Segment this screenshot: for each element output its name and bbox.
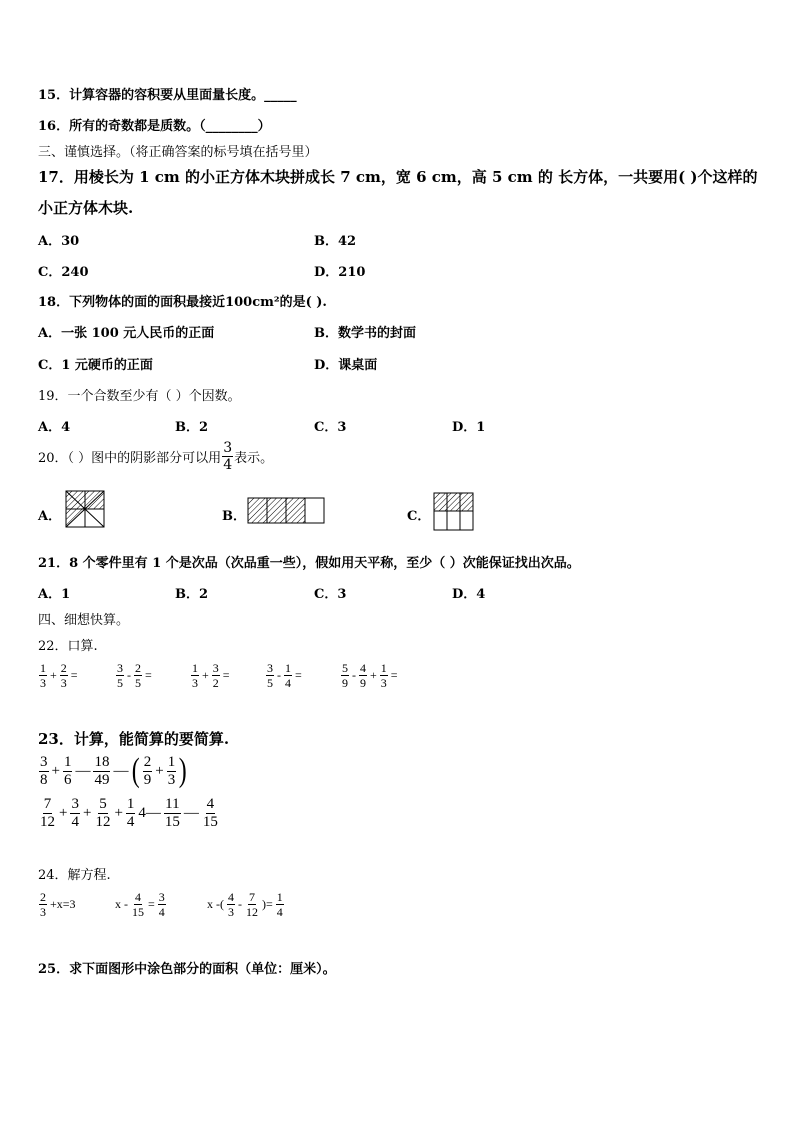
q20-frac-den: 4 bbox=[223, 457, 233, 473]
fraction bbox=[116, 662, 124, 689]
q24-equation-3 bbox=[205, 891, 285, 918]
denominator: 3 bbox=[167, 771, 176, 788]
denominator: 5 bbox=[135, 676, 141, 690]
question-20 bbox=[38, 441, 273, 472]
q20-option-b: B． bbox=[222, 509, 246, 524]
q20-text-post: 表示。 bbox=[234, 451, 274, 466]
q20-frac-num: 3 bbox=[223, 440, 233, 456]
operator: - bbox=[238, 897, 242, 911]
numerator: 4 bbox=[135, 890, 141, 904]
q23-expression-2 bbox=[38, 797, 220, 830]
question-21: 21．8 个零件里有 1 个是次品（次品重一些），假如用天平称，至少（ ）次能保证找出次品。 bbox=[38, 556, 580, 571]
fraction bbox=[202, 797, 219, 830]
q17-option-d: D．210 bbox=[314, 265, 366, 280]
denominator: 5 bbox=[267, 676, 273, 690]
fraction bbox=[94, 797, 111, 830]
fraction bbox=[380, 662, 388, 689]
operator: = bbox=[222, 668, 230, 682]
q22-item-1 bbox=[38, 662, 80, 689]
denominator: 3 bbox=[380, 676, 387, 690]
operator: )= bbox=[262, 897, 273, 911]
numerator: 1 bbox=[40, 661, 46, 675]
numerator: 3 bbox=[212, 661, 219, 675]
fraction bbox=[276, 891, 284, 918]
fraction bbox=[266, 662, 274, 689]
operator: = bbox=[390, 668, 398, 682]
fraction bbox=[158, 891, 166, 918]
q20-figure-b bbox=[248, 498, 326, 524]
fraction bbox=[39, 797, 56, 830]
operator: - bbox=[277, 668, 281, 682]
denominator: 12 bbox=[95, 814, 111, 830]
fraction bbox=[227, 891, 235, 918]
numerator: 11 bbox=[165, 796, 180, 812]
denominator: 5 bbox=[117, 676, 123, 690]
denominator: 9 bbox=[360, 676, 366, 690]
q23-expression-1 bbox=[38, 754, 189, 788]
denominator: 49 bbox=[94, 771, 110, 788]
question-17-line2: 小正方体木块. bbox=[38, 199, 134, 217]
numerator: 2 bbox=[135, 661, 141, 675]
operator: + bbox=[82, 805, 92, 821]
q20-figure-c bbox=[434, 493, 474, 531]
q22-item-3 bbox=[190, 662, 232, 689]
q21-option-b: B．2 bbox=[175, 587, 209, 602]
denominator: 8 bbox=[40, 771, 48, 788]
question-15: 15．计算容器的容积要从里面量长度。_____ bbox=[38, 88, 297, 103]
denominator: 3 bbox=[192, 676, 198, 690]
fraction bbox=[143, 755, 153, 788]
denominator: 12 bbox=[40, 814, 55, 830]
numerator: 1 bbox=[380, 661, 387, 675]
q20-option-c: C． bbox=[407, 509, 431, 524]
question-24: 24．解方程. bbox=[38, 868, 111, 883]
denominator: 4 bbox=[71, 814, 79, 830]
paren: ( bbox=[132, 752, 141, 789]
q20-fraction bbox=[222, 441, 233, 472]
q17-option-c: C．240 bbox=[38, 265, 89, 280]
fraction bbox=[63, 755, 73, 788]
numerator: 3 bbox=[117, 661, 123, 675]
fraction bbox=[359, 662, 367, 689]
operator: - bbox=[127, 668, 131, 682]
denominator: 9 bbox=[143, 771, 152, 788]
question-17-line1: 17．用棱长为 1 cm 的小正方体木块拼成长 7 cm，宽 6 cm，高 5 cm 的 长方体，一共要用( )个这样的 bbox=[38, 168, 758, 186]
operator: + bbox=[202, 668, 209, 682]
fraction bbox=[134, 662, 142, 689]
numerator: 3 bbox=[158, 890, 165, 904]
denominator: 4 bbox=[158, 905, 165, 919]
numerator: 3 bbox=[71, 796, 79, 812]
paren: ) bbox=[178, 752, 187, 789]
q20-figure-a bbox=[66, 491, 106, 528]
denominator: 3 bbox=[60, 676, 67, 690]
operator: +x=3 bbox=[50, 897, 76, 911]
numerator: 3 bbox=[267, 661, 273, 675]
denominator: 4 bbox=[126, 814, 135, 830]
fraction bbox=[131, 891, 145, 918]
q19-option-d: D．1 bbox=[452, 420, 486, 435]
fraction bbox=[164, 797, 181, 830]
numerator: 1 bbox=[192, 661, 198, 675]
question-18: 18．下列物体的面的面积最接近100cm²的是( ). bbox=[38, 295, 327, 310]
operator: x - bbox=[115, 897, 128, 911]
numerator: 1 bbox=[126, 796, 135, 812]
q21-option-c: C．3 bbox=[314, 587, 347, 602]
operator: - bbox=[352, 668, 356, 682]
numerator: 7 bbox=[249, 890, 255, 904]
numerator: 2 bbox=[60, 661, 67, 675]
q19-option-b: B．2 bbox=[175, 420, 209, 435]
numerator: 3 bbox=[40, 753, 48, 770]
operator: 4— bbox=[138, 805, 161, 821]
fraction bbox=[70, 797, 80, 830]
q20-option-a: A． bbox=[38, 509, 62, 524]
fraction bbox=[39, 662, 47, 689]
operator: + bbox=[370, 668, 377, 682]
operator: + bbox=[50, 668, 57, 682]
denominator: 15 bbox=[164, 814, 180, 830]
question-22: 22．口算. bbox=[38, 639, 98, 654]
q21-option-a: A．1 bbox=[38, 587, 71, 602]
q17-option-b: B．42 bbox=[314, 234, 357, 249]
q24-equation-2 bbox=[113, 891, 167, 918]
fraction bbox=[191, 662, 199, 689]
operator: + bbox=[155, 762, 164, 779]
numerator: 2 bbox=[40, 890, 46, 904]
numerator: 1 bbox=[276, 890, 283, 904]
q22-item-5 bbox=[340, 662, 400, 689]
denominator: 9 bbox=[342, 676, 348, 690]
fraction bbox=[245, 891, 259, 918]
operator: — bbox=[113, 762, 129, 779]
numerator: 4 bbox=[360, 661, 366, 675]
fraction bbox=[39, 891, 47, 918]
denominator: 6 bbox=[63, 771, 72, 788]
numerator: 7 bbox=[43, 796, 52, 812]
q19-option-c: C．3 bbox=[314, 420, 347, 435]
question-19: 19．一个合数至少有（ ）个因数。 bbox=[38, 389, 241, 404]
fraction bbox=[39, 755, 49, 788]
fraction bbox=[167, 755, 177, 788]
numerator: 1 bbox=[285, 661, 291, 675]
denominator: 4 bbox=[276, 905, 283, 919]
fraction bbox=[212, 662, 220, 689]
numerator: 4 bbox=[206, 796, 215, 812]
q18-option-a: A．一张 100 元人民币的正面 bbox=[38, 326, 215, 341]
numerator: 1 bbox=[167, 753, 176, 770]
denominator: 3 bbox=[40, 905, 46, 919]
operator: = bbox=[70, 668, 78, 682]
numerator: 5 bbox=[99, 796, 107, 812]
denominator: 12 bbox=[246, 905, 258, 919]
operator: x -( bbox=[207, 897, 224, 911]
q22-item-4 bbox=[265, 662, 304, 689]
q22-item-2 bbox=[115, 662, 154, 689]
operator: + bbox=[59, 805, 68, 821]
denominator: 2 bbox=[212, 676, 219, 690]
operator: — bbox=[75, 762, 91, 779]
numerator: 1 bbox=[63, 753, 72, 770]
question-25: 25．求下面图形中涂色部分的面积（单位：厘米）。 bbox=[38, 962, 336, 977]
operator: — bbox=[183, 805, 199, 821]
operator: = bbox=[145, 668, 152, 682]
numerator: 4 bbox=[228, 890, 234, 904]
fraction bbox=[126, 797, 136, 830]
q24-equation-1 bbox=[38, 891, 78, 918]
section-4-heading: 四、细想快算。 bbox=[38, 613, 130, 628]
operator: + bbox=[114, 805, 123, 821]
q17-option-a: A．30 bbox=[38, 234, 80, 249]
numerator: 2 bbox=[143, 753, 152, 770]
question-16: 16．所有的奇数都是质数。（________） bbox=[38, 119, 271, 134]
section-3-heading: 三、谨慎选择。（将正确答案的标号填在括号里） bbox=[38, 145, 318, 160]
denominator: 15 bbox=[132, 905, 144, 919]
fraction bbox=[60, 662, 68, 689]
denominator: 15 bbox=[202, 814, 218, 830]
fraction bbox=[341, 662, 349, 689]
q21-option-d: D．4 bbox=[452, 587, 486, 602]
q18-option-b: B．数学书的封面 bbox=[314, 326, 416, 341]
q18-option-d: D．课桌面 bbox=[314, 358, 378, 373]
q18-option-c: C．1 元硬币的正面 bbox=[38, 358, 153, 373]
fraction bbox=[93, 755, 110, 788]
q19-option-a: A．4 bbox=[38, 420, 71, 435]
fraction bbox=[284, 662, 292, 689]
numerator: 18 bbox=[94, 753, 110, 770]
q20-text-pre: 20．（ ）图中的阴影部分可以用 bbox=[38, 451, 222, 466]
denominator: 3 bbox=[40, 676, 46, 690]
operator: = bbox=[148, 897, 155, 911]
numerator: 5 bbox=[342, 661, 348, 675]
question-23: 23．计算，能简算的要简算. bbox=[38, 730, 230, 748]
denominator: 4 bbox=[285, 676, 291, 690]
operator: = bbox=[295, 668, 302, 682]
denominator: 3 bbox=[228, 905, 234, 919]
operator: + bbox=[51, 762, 60, 779]
